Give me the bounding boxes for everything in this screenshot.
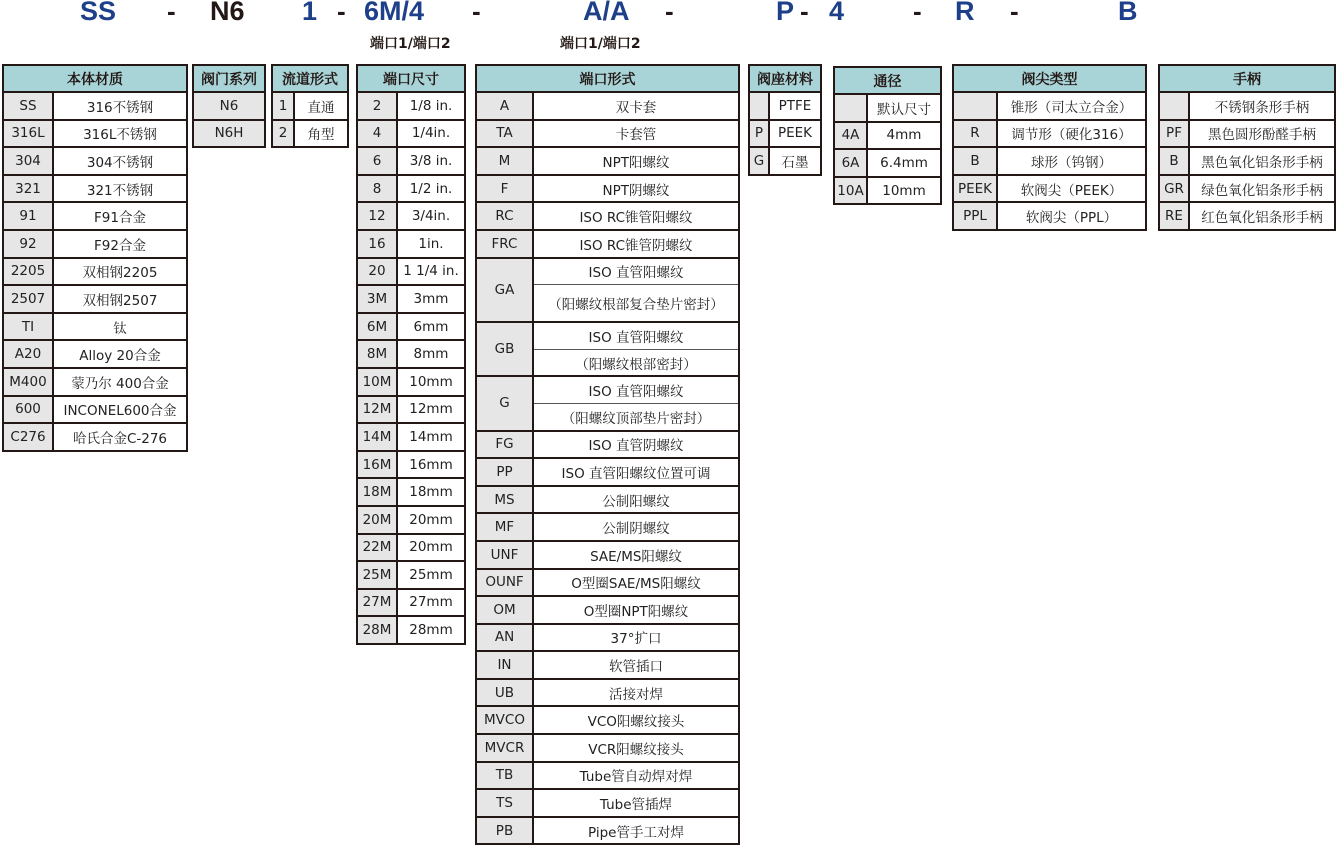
row-code: 22M (357, 534, 397, 562)
row-code: 2 (357, 92, 397, 120)
table-row (3, 92, 187, 120)
row-code: 4A (834, 122, 867, 150)
table-row (357, 285, 465, 313)
table-row (953, 202, 1146, 230)
table-row (272, 120, 348, 148)
row-desc: 绿色氧化铝条形手柄 (1189, 175, 1335, 203)
row-code: RE (1159, 202, 1189, 230)
row-code: 321 (3, 175, 53, 203)
row-code: 16M (357, 451, 397, 479)
code-body-material: SS (80, 0, 117, 26)
table-row (476, 458, 739, 486)
table-row (193, 120, 265, 148)
code-stem-tip: R (955, 0, 975, 26)
row-desc: 10mm (867, 177, 941, 205)
row-code: 28M (357, 616, 397, 644)
table-row (476, 817, 739, 845)
row-desc: 公制阳螺纹 (533, 486, 739, 514)
table-row (357, 478, 465, 506)
row-desc: 316L不锈钢 (53, 120, 187, 148)
table-row (749, 92, 821, 120)
row-code: MVCR (476, 734, 533, 762)
row-desc: 10mm (397, 368, 465, 396)
row-desc: 不锈钢条形手柄 (1189, 92, 1335, 120)
row-desc: INCONEL600合金 (53, 396, 187, 424)
row-code (953, 92, 997, 120)
row-desc: ISO RC锥管阳螺纹 (533, 202, 739, 230)
row-desc: 默认尺寸 (867, 94, 941, 122)
row-code: MS (476, 486, 533, 514)
row-code: 316L (3, 120, 53, 148)
row-desc-note: （阳螺纹根部密封） (533, 349, 739, 376)
table-row (476, 734, 739, 762)
row-desc: 1in. (397, 230, 465, 258)
row-desc: 活接对焊 (533, 679, 739, 707)
row-code: B (1159, 147, 1189, 175)
row-desc: 3/8 in. (397, 147, 465, 175)
seat-material-table (748, 64, 822, 176)
row-desc: Alloy 20合金 (53, 340, 187, 368)
row-code: A (476, 92, 533, 120)
row-desc: 双相钢2205 (53, 258, 187, 286)
row-code: 12M (357, 396, 397, 424)
row-code: P (749, 120, 769, 148)
row-desc: 20mm (397, 506, 465, 534)
row-code: 4 (357, 120, 397, 148)
table-title: 本体材质 (3, 65, 187, 92)
table-row (749, 120, 821, 148)
code-valve-series: N6 (210, 0, 245, 26)
row-code: FG (476, 431, 533, 459)
row-code: 12 (357, 202, 397, 230)
row-desc: 调节形（硬化316） (997, 120, 1146, 148)
row-desc: 316不锈钢 (53, 92, 187, 120)
table-row (1159, 202, 1335, 230)
table-row (476, 596, 739, 624)
row-code: AN (476, 624, 533, 652)
row-desc: 25mm (397, 561, 465, 589)
code-orifice: 4 (829, 0, 845, 26)
row-desc: 钛 (53, 313, 187, 341)
row-code: OUNF (476, 569, 533, 597)
table-row (476, 651, 739, 679)
table-row (476, 513, 739, 541)
row-desc: 20mm (397, 534, 465, 562)
table-row (357, 313, 465, 341)
row-desc: 1/2 in. (397, 175, 465, 203)
row-desc: NPT阴螺纹 (533, 175, 739, 203)
row-code: G (476, 376, 533, 430)
row-desc: 蒙乃尔 400合金 (53, 368, 187, 396)
port-form-sublabel: 端口1/端口2 (560, 36, 641, 52)
row-code: PF (1159, 120, 1189, 148)
row-code: UNF (476, 541, 533, 569)
table-row (476, 569, 739, 597)
row-desc: 18mm (397, 478, 465, 506)
row-code: 600 (3, 396, 53, 424)
table-row (834, 149, 941, 177)
row-code: C276 (3, 423, 53, 451)
table-row (3, 423, 187, 451)
code-port-form: A/A (583, 0, 630, 26)
code-dash: - (337, 0, 346, 26)
row-code: 20M (357, 506, 397, 534)
row-desc: ISO 直管阴螺纹 (533, 431, 739, 459)
row-code: 20 (357, 258, 397, 286)
row-desc: 3/4in. (397, 202, 465, 230)
row-desc: 6mm (397, 313, 465, 341)
row-desc: 哈氏合金C-276 (53, 423, 187, 451)
handle-table (1158, 64, 1336, 231)
table-title: 阀尖类型 (953, 65, 1146, 92)
table-row (1159, 92, 1335, 120)
code-dash: - (665, 0, 674, 26)
row-code: 2205 (3, 258, 53, 286)
table-row (357, 92, 465, 120)
table-row (357, 202, 465, 230)
table-row (357, 175, 465, 203)
row-desc-note: （阳螺纹根部复合垫片密封） (533, 285, 739, 323)
row-desc: VCO阳螺纹接头 (533, 706, 739, 734)
table-row (476, 230, 739, 258)
row-code: GB (476, 322, 533, 376)
row-desc: 双卡套 (533, 92, 739, 120)
row-code: A20 (3, 340, 53, 368)
row-code: 6 (357, 147, 397, 175)
row-code: RC (476, 202, 533, 230)
valve-series-table (192, 64, 266, 148)
row-code: R (953, 120, 997, 148)
table-row (476, 147, 739, 175)
table-row (476, 202, 739, 230)
table-row (476, 120, 739, 148)
row-code: 92 (3, 230, 53, 258)
table-row (834, 122, 941, 150)
row-code: UB (476, 679, 533, 707)
table-title: 阀门系列 (193, 65, 265, 92)
row-code: 6A (834, 149, 867, 177)
table-row (953, 120, 1146, 148)
table-row (953, 175, 1146, 203)
table-row (3, 230, 187, 258)
row-desc: Pipe管手工对焊 (533, 817, 739, 845)
table-row (357, 616, 465, 644)
row-code: 2507 (3, 285, 53, 313)
code-flow-path: 1 (302, 0, 318, 26)
flow-path-table (271, 64, 349, 148)
row-code: TB (476, 762, 533, 790)
row-desc: VCR阳螺纹接头 (533, 734, 739, 762)
row-desc-note: （阳螺纹顶部垫片密封） (533, 403, 739, 430)
row-desc: 27mm (397, 589, 465, 617)
row-desc: 16mm (397, 451, 465, 479)
row-code: 2 (272, 120, 294, 148)
table-row (357, 506, 465, 534)
row-desc: O型圈NPT阳螺纹 (533, 596, 739, 624)
row-desc: ISO 直管阳螺纹位置可调 (533, 458, 739, 486)
row-desc: 双相钢2507 (53, 285, 187, 313)
row-desc: ISO 直管阳螺纹 (533, 258, 739, 285)
table-row (1159, 120, 1335, 148)
row-desc: 37°扩口 (533, 624, 739, 652)
row-desc: 卡套管 (533, 120, 739, 148)
table-row (1159, 147, 1335, 175)
row-desc: PEEK (769, 120, 821, 148)
row-desc: F92合金 (53, 230, 187, 258)
row-code: 10A (834, 177, 867, 205)
row-desc: 28mm (397, 616, 465, 644)
row-desc: 8mm (397, 340, 465, 368)
row-desc: 球形（钨钢） (997, 147, 1146, 175)
table-row (357, 340, 465, 368)
orifice-table (833, 66, 942, 205)
row-desc: SAE/MS阳螺纹 (533, 541, 739, 569)
port-form-table (475, 64, 740, 845)
stem-tip-table (952, 64, 1147, 231)
row-desc: 锥形（司太立合金） (997, 92, 1146, 120)
row-code: 6M (357, 313, 397, 341)
table-row (3, 202, 187, 230)
code-seat-material: P (776, 0, 795, 26)
row-code: 8M (357, 340, 397, 368)
row-code: MVCO (476, 706, 533, 734)
table-row (476, 679, 739, 707)
row-code: N6H (193, 120, 265, 148)
row-code: OM (476, 596, 533, 624)
row-code: 1 (272, 92, 294, 120)
table-row (953, 92, 1146, 120)
table-row (476, 541, 739, 569)
row-code: M400 (3, 368, 53, 396)
table-title: 端口形式 (476, 65, 739, 92)
row-desc: ISO 直管阳螺纹 (533, 322, 739, 349)
row-desc: 软管插口 (533, 651, 739, 679)
row-desc: 红色氧化铝条形手柄 (1189, 202, 1335, 230)
table-row (3, 147, 187, 175)
row-desc: O型圈SAE/MS阳螺纹 (533, 569, 739, 597)
table-row (357, 368, 465, 396)
table-row (476, 431, 739, 459)
table-row (476, 92, 739, 120)
row-code: 304 (3, 147, 53, 175)
row-code: TS (476, 789, 533, 817)
row-desc: 软阀尖（PPL） (997, 202, 1146, 230)
row-code: GR (1159, 175, 1189, 203)
table-row (3, 368, 187, 396)
row-desc: 321不锈钢 (53, 175, 187, 203)
table-row (357, 147, 465, 175)
row-code: 14M (357, 423, 397, 451)
row-desc: 12mm (397, 396, 465, 424)
row-desc: 公制阴螺纹 (533, 513, 739, 541)
row-code: 10M (357, 368, 397, 396)
table-row (357, 534, 465, 562)
row-code: 3M (357, 285, 397, 313)
row-code: TI (3, 313, 53, 341)
row-code: PB (476, 817, 533, 845)
table-row (357, 396, 465, 424)
row-desc: PTFE (769, 92, 821, 120)
table-row (476, 258, 739, 285)
table-row (3, 175, 187, 203)
table-row (357, 451, 465, 479)
row-code: PPL (953, 202, 997, 230)
row-desc: 软阀尖（PEEK） (997, 175, 1146, 203)
row-desc: F91合金 (53, 202, 187, 230)
table-row (834, 177, 941, 205)
row-code (749, 92, 769, 120)
row-desc: ISO 直管阳螺纹 (533, 376, 739, 403)
row-desc: 14mm (397, 423, 465, 451)
code-dash: - (1010, 0, 1019, 26)
row-desc: 4mm (867, 122, 941, 150)
port-size-table (356, 64, 466, 645)
row-code: FRC (476, 230, 533, 258)
row-code: 18M (357, 478, 397, 506)
row-code: G (749, 147, 769, 175)
table-row (357, 589, 465, 617)
table-row (272, 92, 348, 120)
row-desc: NPT阳螺纹 (533, 147, 739, 175)
row-code: F (476, 175, 533, 203)
row-code: 91 (3, 202, 53, 230)
row-code: IN (476, 651, 533, 679)
row-desc: 3mm (397, 285, 465, 313)
table-row (476, 789, 739, 817)
code-dash: - (167, 0, 176, 26)
row-desc: 角型 (294, 120, 348, 148)
table-row (357, 561, 465, 589)
row-code: MF (476, 513, 533, 541)
row-desc: 石墨 (769, 147, 821, 175)
row-code: PEEK (953, 175, 997, 203)
table-title: 流道形式 (272, 65, 348, 92)
table-title: 通径 (834, 67, 941, 94)
row-desc: Tube管自动焊对焊 (533, 762, 739, 790)
code-dash: - (800, 0, 809, 26)
code-port-size: 6M/4 (364, 0, 425, 26)
table-row (834, 94, 941, 122)
row-desc: 黑色圆形酚醛手柄 (1189, 120, 1335, 148)
row-code: B (953, 147, 997, 175)
table-row (3, 313, 187, 341)
row-desc: 1 1/4 in. (397, 258, 465, 286)
row-desc: ISO RC锥管阴螺纹 (533, 230, 739, 258)
row-desc: 1/4in. (397, 120, 465, 148)
table-row (476, 376, 739, 403)
table-title: 阀座材料 (749, 65, 821, 92)
row-code: N6 (193, 92, 265, 120)
port-size-sublabel: 端口1/端口2 (370, 36, 451, 52)
table-row (3, 258, 187, 286)
table-row (476, 486, 739, 514)
code-dash: - (472, 0, 481, 26)
table-row (953, 147, 1146, 175)
table-title: 端口尺寸 (357, 65, 465, 92)
table-row (357, 230, 465, 258)
table-row (476, 762, 739, 790)
row-code: 16 (357, 230, 397, 258)
table-row (193, 92, 265, 120)
row-code: 27M (357, 589, 397, 617)
row-code: M (476, 147, 533, 175)
code-handle: B (1118, 0, 1138, 26)
table-row (3, 285, 187, 313)
row-code: TA (476, 120, 533, 148)
table-row (749, 147, 821, 175)
table-row (357, 120, 465, 148)
row-desc: 6.4mm (867, 149, 941, 177)
table-row (3, 396, 187, 424)
row-code: SS (3, 92, 53, 120)
row-code: GA (476, 258, 533, 323)
row-code: 8 (357, 175, 397, 203)
row-code (1159, 92, 1189, 120)
row-code: PP (476, 458, 533, 486)
table-row (476, 175, 739, 203)
table-row (476, 322, 739, 349)
row-desc: 1/8 in. (397, 92, 465, 120)
row-desc: Tube管插焊 (533, 789, 739, 817)
row-desc: 直通 (294, 92, 348, 120)
table-row (357, 423, 465, 451)
table-row (3, 340, 187, 368)
row-code (834, 94, 867, 122)
row-desc: 304不锈钢 (53, 147, 187, 175)
body-material-table (2, 64, 188, 452)
table-row (476, 624, 739, 652)
table-row (476, 706, 739, 734)
table-row (357, 258, 465, 286)
table-row (1159, 175, 1335, 203)
table-row (3, 120, 187, 148)
row-desc: 黑色氧化铝条形手柄 (1189, 147, 1335, 175)
table-title: 手柄 (1159, 65, 1335, 92)
row-code: 25M (357, 561, 397, 589)
code-dash: - (913, 0, 922, 26)
